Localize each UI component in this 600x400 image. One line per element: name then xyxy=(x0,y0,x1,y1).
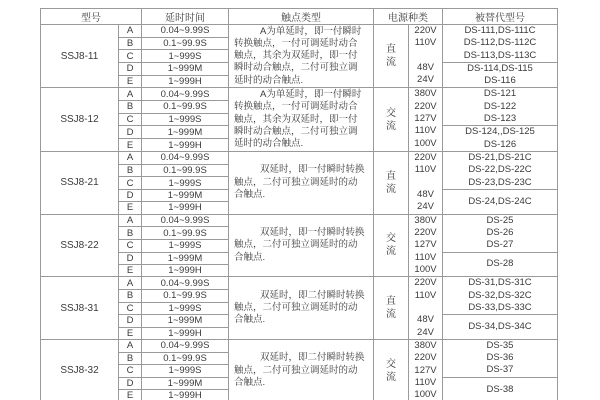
voltage-line: 220V xyxy=(414,151,437,163)
variant-letter-cell: E xyxy=(119,327,142,339)
header-model: 型号 xyxy=(41,9,142,25)
voltage-line: 220V xyxy=(414,277,437,289)
power-kind-char: 流 xyxy=(386,371,396,383)
voltage-line: 48V xyxy=(417,314,434,326)
contact-line: A为单延时，即一付瞬时 xyxy=(260,88,362,100)
voltage-line: 220V xyxy=(414,352,437,364)
delay-range-cell: 0.04~9.99S xyxy=(142,25,229,38)
header-power-kind: 电源种类 xyxy=(374,9,443,25)
variant-letter-cell: A xyxy=(119,214,142,227)
variant-letter-cell: E xyxy=(119,202,142,214)
delay-range-cell: 0.1~99.9S xyxy=(142,227,229,240)
replaced-model-line: DS-24,DS-24C xyxy=(468,195,532,207)
power-kind-cell xyxy=(374,214,409,277)
power-kind-char: 流 xyxy=(386,183,396,195)
spec-table-body xyxy=(41,25,558,400)
contact-line: 合触点. xyxy=(234,376,266,388)
voltage-line xyxy=(409,50,442,62)
voltage-line: 380V xyxy=(414,88,437,100)
power-kind-cell xyxy=(374,25,409,88)
header-contact-type: 触点类型 xyxy=(229,9,374,25)
replaced-model-line: DS-21,DS-21C xyxy=(468,151,532,163)
contact-line: 触点，其余为双延时，即一付 xyxy=(234,113,358,125)
table-row xyxy=(41,214,558,227)
contact-line: 转换触点，一付可调延时动合 xyxy=(234,101,358,113)
voltage-line: 100V xyxy=(414,263,437,275)
replaced-models-top-cell xyxy=(443,151,558,189)
delay-range-cell: 1~999S xyxy=(142,239,229,252)
variant-letter-cell: D xyxy=(119,62,142,75)
replaced-model-line: DS-112,DS-112C xyxy=(463,37,537,49)
contact-line: 双延时，即二付瞬时转换 xyxy=(260,352,365,364)
replaced-models-bottom-cell xyxy=(443,189,558,214)
variant-letter-cell: B xyxy=(119,352,142,365)
voltage-line: 100V xyxy=(414,137,437,149)
voltage-line: 220V xyxy=(414,100,437,112)
replaced-model-line: DS-23,DS-23C xyxy=(468,176,532,188)
model-cell: SSJ8-21 xyxy=(41,151,119,214)
replaced-models-bottom-cell xyxy=(443,252,558,277)
variant-letter-cell: D xyxy=(119,252,142,264)
contact-type-cell xyxy=(229,88,374,151)
replaced-models-bottom-cell xyxy=(443,377,558,400)
replaced-models-bottom-cell xyxy=(443,62,558,88)
power-kind-char: 直 xyxy=(386,170,396,182)
contact-line: 合触点. xyxy=(234,188,266,200)
variant-letter-cell: A xyxy=(119,88,142,101)
power-kind-char: 流 xyxy=(386,309,396,321)
contact-line: A为单延时，即一付瞬时 xyxy=(260,25,362,37)
delay-range-cell: 0.04~9.99S xyxy=(142,214,229,227)
contact-line: 双延时，即二付瞬时转换 xyxy=(260,289,365,301)
voltage-line: 127V xyxy=(414,113,437,125)
delay-range-cell: 1~999M xyxy=(142,252,229,264)
voltage-line: 110V xyxy=(414,289,437,301)
delay-range-cell: 1~999H xyxy=(142,327,229,339)
delay-range-cell: 0.1~99.9S xyxy=(142,352,229,365)
contact-line: 延时的动合触点. xyxy=(234,138,304,150)
contact-line: 瞬时动合触点，二付可独立调 xyxy=(234,62,358,74)
table-row xyxy=(41,25,558,38)
variant-letter-cell: B xyxy=(119,164,142,177)
replaced-models-top-cell xyxy=(443,214,558,252)
replaced-models-bottom-cell xyxy=(443,315,558,340)
table-row xyxy=(41,277,558,290)
power-kind-cell xyxy=(374,339,409,400)
voltage-line: 127V xyxy=(414,239,437,251)
voltage-line: 48V xyxy=(417,61,434,73)
voltage-line: 380V xyxy=(414,214,437,226)
variant-letter-cell: C xyxy=(119,365,142,378)
delay-range-cell: 0.1~99.9S xyxy=(142,101,229,114)
variant-letter-cell: A xyxy=(119,277,142,290)
contact-line: 延时的动合触点. xyxy=(234,74,304,86)
variant-letter-cell: E xyxy=(119,139,142,152)
voltage-line: 110V xyxy=(414,125,437,137)
voltage-cell xyxy=(409,214,443,277)
replaced-model-line: DS-26 xyxy=(486,226,514,238)
voltage-line xyxy=(409,302,442,314)
variant-letter-cell: C xyxy=(119,239,142,252)
contact-type-cell xyxy=(229,339,374,400)
spec-table xyxy=(40,8,558,400)
delay-range-cell: 1~999H xyxy=(142,390,229,400)
replaced-model-line: DS-113,DS-113C xyxy=(463,49,537,61)
variant-letter-cell: D xyxy=(119,315,142,327)
table-row xyxy=(41,88,558,101)
replaced-model-line: DS-28 xyxy=(486,258,514,270)
replaced-model-line: DS-124,,DS-125 xyxy=(465,126,535,138)
voltage-line: 110V xyxy=(414,376,437,388)
variant-letter-cell: C xyxy=(119,50,142,63)
replaced-model-line: DS-116 xyxy=(484,75,516,87)
delay-range-cell: 1~999H xyxy=(142,202,229,214)
contact-type-cell xyxy=(229,25,374,88)
replaced-model-line: DS-111,DS-111C xyxy=(464,25,536,36)
model-cell: SSJ8-32 xyxy=(41,339,119,400)
delay-range-cell: 1~999H xyxy=(142,75,229,88)
replaced-model-line: DS-126 xyxy=(483,138,517,150)
delay-range-cell: 0.04~9.99S xyxy=(142,88,229,101)
power-kind-char: 流 xyxy=(386,120,396,132)
replaced-models-top-cell xyxy=(443,277,558,315)
voltage-line: 24V xyxy=(417,326,434,338)
power-kind-cell xyxy=(374,151,409,214)
voltage-cell xyxy=(409,339,443,400)
contact-text xyxy=(229,352,373,389)
contact-type-cell xyxy=(229,214,374,277)
power-kind-cell xyxy=(374,277,409,340)
voltage-line: 24V xyxy=(417,201,434,213)
replaced-model-line: DS-37 xyxy=(486,364,514,376)
voltage-cell xyxy=(409,88,443,151)
replaced-model-line: DS-36 xyxy=(486,352,514,364)
voltage-line: 110V xyxy=(414,164,437,176)
voltage-cell xyxy=(409,151,443,214)
contact-text xyxy=(229,89,373,150)
header-replaced-model: 被替代型号 xyxy=(443,9,558,25)
variant-letter-cell: A xyxy=(119,151,142,164)
replaced-model-line: DS-25 xyxy=(486,214,514,226)
voltage-line: 380V xyxy=(414,339,437,351)
voltage-line: 110V xyxy=(414,37,437,49)
variant-letter-cell: C xyxy=(119,113,142,126)
delay-range-cell: 1~999S xyxy=(142,113,229,126)
table-row xyxy=(41,151,558,164)
delay-range-cell: 1~999S xyxy=(142,365,229,378)
contact-text xyxy=(229,26,373,87)
variant-letter-cell: E xyxy=(119,264,142,276)
replaced-model-line: DS-31,DS-31C xyxy=(468,277,532,289)
variant-letter-cell: D xyxy=(119,377,142,389)
replaced-model-line: DS-123 xyxy=(483,113,517,125)
replaced-models-top-cell xyxy=(443,88,558,126)
delay-range-cell: 0.04~9.99S xyxy=(142,277,229,290)
replaced-model-line: DS-34,DS-34C xyxy=(468,320,532,332)
power-kind-char: 交 xyxy=(386,358,396,370)
voltage-cell xyxy=(409,25,443,88)
contact-line: 合触点. xyxy=(234,314,266,326)
variant-letter-cell: E xyxy=(119,390,142,400)
voltage-line: 48V xyxy=(417,188,434,200)
delay-range-cell: 1~999M xyxy=(142,62,229,75)
delay-range-cell: 1~999S xyxy=(142,177,229,190)
power-kind-char: 交 xyxy=(386,107,396,119)
delay-range-cell: 1~999M xyxy=(142,377,229,389)
voltage-line xyxy=(409,177,442,189)
model-cell: SSJ8-12 xyxy=(41,88,119,151)
replaced-model-line: DS-121 xyxy=(483,88,517,100)
power-kind-char: 直 xyxy=(386,296,396,308)
delay-range-cell: 0.1~99.9S xyxy=(142,164,229,177)
delay-range-cell: 1~999H xyxy=(142,264,229,276)
delay-range-cell: 1~999M xyxy=(142,126,229,139)
contact-line: 触点，二付可独立调延时的动 xyxy=(234,301,358,313)
delay-range-cell: 1~999M xyxy=(142,189,229,201)
replaced-model-line: DS-38 xyxy=(486,383,514,395)
header-delay-time: 延时时间 xyxy=(142,9,229,25)
replaced-model-line: DS-114,DS-115 xyxy=(467,62,533,74)
replaced-model-line: DS-33,DS-33C xyxy=(468,301,532,313)
contact-text xyxy=(229,227,373,264)
power-kind-char: 流 xyxy=(386,57,396,69)
replaced-model-line: DS-122 xyxy=(483,100,517,112)
voltage-line: 24V xyxy=(417,74,434,86)
replaced-model-line: DS-35 xyxy=(486,339,514,351)
delay-range-cell: 1~999H xyxy=(142,139,229,152)
replaced-models-bottom-cell xyxy=(443,126,558,152)
voltage-line: 220V xyxy=(414,226,437,238)
variant-letter-cell: D xyxy=(119,126,142,139)
power-kind-char: 交 xyxy=(386,233,396,245)
contact-line: 瞬时动合触点，二付可独立调 xyxy=(234,125,358,137)
contact-type-cell xyxy=(229,151,374,214)
variant-letter-cell: A xyxy=(119,339,142,352)
header-row xyxy=(41,9,558,25)
contact-line: 触点，二付可独立调延时的动 xyxy=(234,364,358,376)
contact-text xyxy=(229,164,373,201)
contact-type-cell xyxy=(229,277,374,340)
variant-letter-cell: A xyxy=(119,25,142,38)
contact-line: 合触点. xyxy=(234,251,266,263)
replaced-models-top-cell xyxy=(443,339,558,377)
table-row xyxy=(41,339,558,352)
variant-letter-cell: E xyxy=(119,75,142,88)
power-kind-cell xyxy=(374,88,409,151)
voltage-line: 110V xyxy=(414,251,437,263)
delay-range-cell: 1~999S xyxy=(142,302,229,315)
voltage-line: 127V xyxy=(414,364,437,376)
delay-range-cell: 1~999S xyxy=(142,50,229,63)
contact-line: 触点，二付可独立调延时的动 xyxy=(234,239,358,251)
contact-line: 双延时，即一付瞬时转换 xyxy=(260,164,365,176)
voltage-line: 100V xyxy=(414,389,437,400)
variant-letter-cell: B xyxy=(119,101,142,114)
delay-range-cell: 0.04~9.99S xyxy=(142,339,229,352)
delay-range-cell: 1~999M xyxy=(142,315,229,327)
variant-letter-cell: D xyxy=(119,189,142,201)
power-kind-char: 直 xyxy=(386,44,396,56)
variant-letter-cell: B xyxy=(119,227,142,240)
variant-letter-cell: B xyxy=(119,289,142,302)
model-cell: SSJ8-22 xyxy=(41,214,119,277)
variant-letter-cell: B xyxy=(119,37,142,50)
model-cell: SSJ8-11 xyxy=(41,25,119,88)
contact-text xyxy=(229,290,373,327)
model-cell: SSJ8-31 xyxy=(41,277,119,340)
contact-line: 触点，二付可独立调延时的动 xyxy=(234,176,358,188)
variant-letter-cell: C xyxy=(119,177,142,190)
variant-letter-cell: C xyxy=(119,302,142,315)
replaced-model-line: DS-27 xyxy=(486,239,514,251)
contact-line: 双延时，即一付瞬时转换 xyxy=(260,226,365,238)
delay-range-cell: 0.1~99.9S xyxy=(142,37,229,50)
voltage-cell xyxy=(409,277,443,340)
replaced-models-top-cell xyxy=(443,25,558,63)
power-kind-char: 流 xyxy=(386,246,396,258)
contact-line: 转换触点，一付可调延时动合 xyxy=(234,37,358,49)
voltage-line: 220V xyxy=(414,25,437,36)
contact-line: 触点，其余为双延时，即一付 xyxy=(234,50,358,62)
replaced-model-line: DS-32,DS-32C xyxy=(468,289,532,301)
replaced-model-line: DS-22,DS-22C xyxy=(468,164,532,176)
delay-range-cell: 0.1~99.9S xyxy=(142,289,229,302)
delay-range-cell: 0.04~9.99S xyxy=(142,151,229,164)
